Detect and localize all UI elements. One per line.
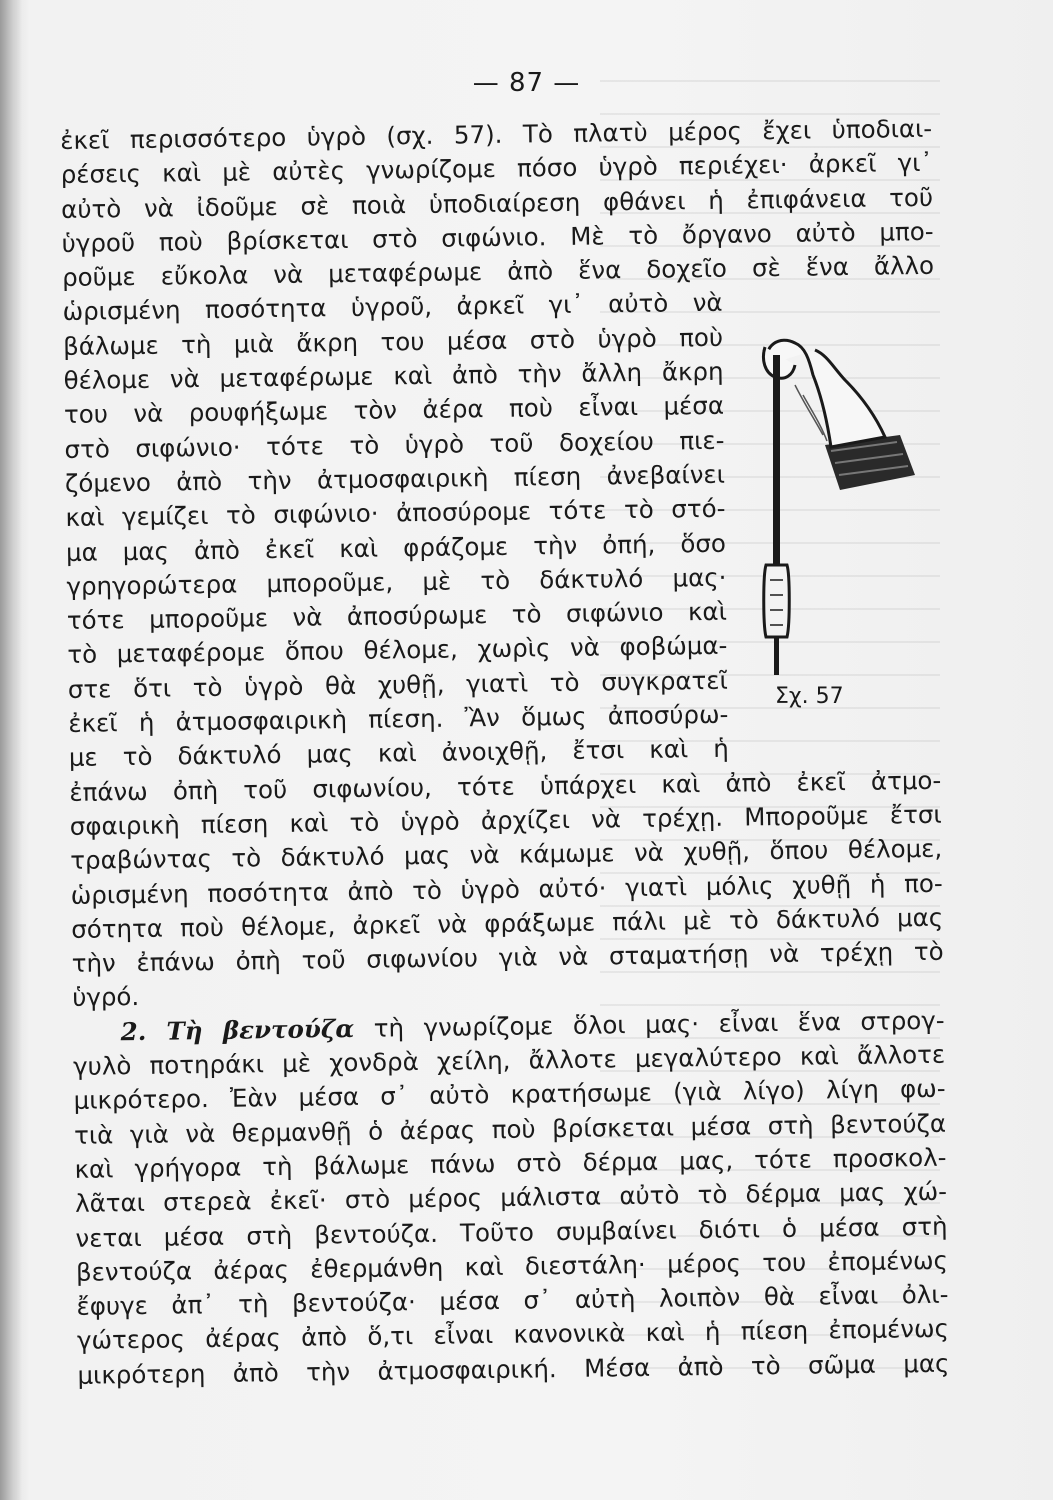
text-line: αὐτὸ νὰ ἰδοῦμε σὲ ποιὰ ὑποδιαίρεση φθάνει ἡ ἐπιφάνεια τοῦ — [60, 182, 934, 224]
hand-holding-pipette-icon — [735, 325, 925, 685]
text-line: τραβώντας τὸ δάκτυλό μας νὰ κάμωμε νὰ χυθῇ, ὅπου θέλομε, — [70, 833, 943, 876]
text-line: μικρότερη ἀπὸ τὴν ἀτμοσφαιρική. Μέσα ἀπὸ τὸ σῶμα μας — [77, 1348, 950, 1390]
text-line: ὡρισμένη ποσότητα ἀπὸ τὸ ὑγρὸ αὐτό· γιατὶ μόλις χυθῇ ἡ πο- — [70, 868, 943, 910]
text-line: τιὰ γιὰ νὰ θερμανθῇ ὁ ἀέρας ποὺ βρίσκεται μέσα στὴ βεντούζα — [73, 1108, 947, 1150]
text-line: θέλομε νὰ μεταφέρωμε καὶ ἀπὸ τὴν ἄλλη ἄκρη — [63, 356, 724, 396]
text-line: ἐκεῖ ἡ ἀτμοσφαιρικὴ πίεση. Ἂν ὅμως ἀποσύρω- — [68, 699, 729, 738]
text-line: καὶ γρήγορα τὴ βάλωμε πάνω στὸ δέρμα μας, τότε προσκολ- — [74, 1142, 947, 1184]
text-line: ἔφυγε ἀπ᾿ τὴ βεντούζα· μέσα σ᾿ αὐτὴ λοιπὸν θὰ εἶναι ὀλι- — [76, 1279, 949, 1321]
text-line: μικρότερο. Ἐὰν μέσα σ᾿ αὐτὸ κρατήσωμε (γιὰ λίγο) λίγη φω- — [73, 1074, 946, 1116]
text-line: ὡρισμένη ποσότητα ὑγροῦ, ἀρκεῖ γι᾿ αὐτὸ νὰ — [62, 288, 723, 327]
pipette-stem — [773, 355, 780, 565]
section-line-rest: τὴ γνωρίζομε ὅλοι μας· εἶναι ἕνα στρογ- — [354, 1005, 945, 1043]
text-line: λᾶται στερεὰ ἐκεῖ· στὸ μέρος μάλιστα αὐτὸ τὸ δέρμα μας χώ- — [74, 1176, 948, 1219]
text-line: στε ὅτι τὸ ὑγρὸ θὰ χυθῇ, γιατὶ τὸ συγκρατεῖ — [67, 665, 729, 704]
text-line: καὶ γεμίζει τὸ σιφώνιο· ἀποσύρομε τότε τὸ στό- — [65, 494, 726, 533]
text-line: βεντούζα ἀέρας ἐθερμάνθη καὶ διεστάλη· μέρος του ἐπομένως — [75, 1245, 949, 1287]
text-line: γώτερος ἀέρας ἀπὸ ὅ,τι εἶναι κανονικὰ καὶ ἡ πίεση ἐπομένως — [76, 1314, 950, 1356]
text-line: ὑγρό. — [71, 982, 140, 1013]
text-line: ζόμενο ἀπὸ τὴν ἀτμοσφαιρικὴ πίεση ἀνεβαίνει — [64, 459, 726, 498]
text-line: σφαιρικὴ πίεση καὶ τὸ ὑγρὸ ἀρχίζει νὰ τρέχῃ. Μποροῦμε ἔτσι — [69, 799, 942, 841]
text-line: ροῦμε εὔκολα νὰ μεταφέρωμε ἀπὸ ἕνα δοχεῖο σὲ ἕνα ἄλλο — [61, 250, 935, 293]
text-line: τὴν ἐπάνω ὀπὴ τοῦ σιφωνίου γιὰ νὰ σταματήσῃ νὰ τρέχῃ τὸ — [71, 936, 944, 979]
figure-caption: Σχ. 57 — [775, 684, 844, 709]
body-text — [60, 112, 958, 1393]
text-line: γυλὸ ποτηράκι μὲ χονδρὰ χείλη, ἄλλοτε μεγαλύτερο καὶ ἄλλοτε — [72, 1039, 946, 1081]
section-heading: 2. Τὴ βεντούζα — [120, 1013, 355, 1046]
page-number: — 87 — — [472, 68, 581, 98]
text-line: με τὸ δάκτυλό μας καὶ ἀνοιχθῇ, ἔτσι καὶ ἡ — [68, 734, 729, 773]
pipette-tip — [774, 637, 779, 675]
page-binding-shadow — [0, 0, 22, 1500]
text-line: ἐπάνω ὀπὴ τοῦ σιφωνίου, τότε ὑπάρχει καὶ ἀπὸ ἐκεῖ ἀτμο- — [69, 765, 942, 807]
text-line: σότητα ποὺ θέλομε, ἀρκεῖ νὰ φράξωμε πάλι μὲ τὸ δάκτυλό μας — [71, 902, 944, 944]
text-line: του νὰ ρουφήξωμε τὸν ἀέρα ποὺ εἶναι μέσα — [63, 391, 725, 430]
text-line: ρέσεις καὶ μὲ αὐτὲς γνωρίζομε πόσο ὑγρὸ περιέχει· ἀρκεῖ γι᾿ — [60, 148, 933, 190]
text-line: βάλωμε τὴ μιὰ ἄκρη του μέσα στὸ ὑγρὸ ποὺ — [62, 322, 724, 361]
text-line: ὑγροῦ ποὺ βρίσκεται στὸ σιφώνιο. Μὲ τὸ ὄργανο αὐτὸ μπο- — [61, 216, 934, 258]
text-line: μα μας ἀπὸ ἐκεῖ καὶ φράζομε τὴν ὀπή, ὅσο — [65, 528, 727, 567]
text-line: στὸ σιφώνιο· τότε τὸ ὑγρὸ τοῦ δοχείου πιε- — [64, 425, 725, 464]
hand — [766, 340, 885, 447]
text-line: γρηγορώτερα μποροῦμε, μὲ τὸ δάκτυλό μας· — [66, 562, 727, 601]
text-line: νεται μέσα στὴ βεντούζα. Τοῦτο συμβαίνει διότι ὁ μέσα στὴ — [75, 1211, 948, 1253]
text-line: τότε μποροῦμε νὰ ἀποσύρωμε τὸ σιφώνιο καὶ — [66, 596, 728, 636]
text-line: τὸ μεταφέρομε ὅπου θέλομε, χωρὶς νὰ φοβώμα- — [67, 631, 728, 670]
pipette-bulb — [764, 565, 790, 637]
text-line: ἐκεῖ περισσότερο ὑγρὸ (σχ. 57). Τὸ πλατὺ μέρος ἔχει ὑποδιαι- — [60, 113, 933, 155]
